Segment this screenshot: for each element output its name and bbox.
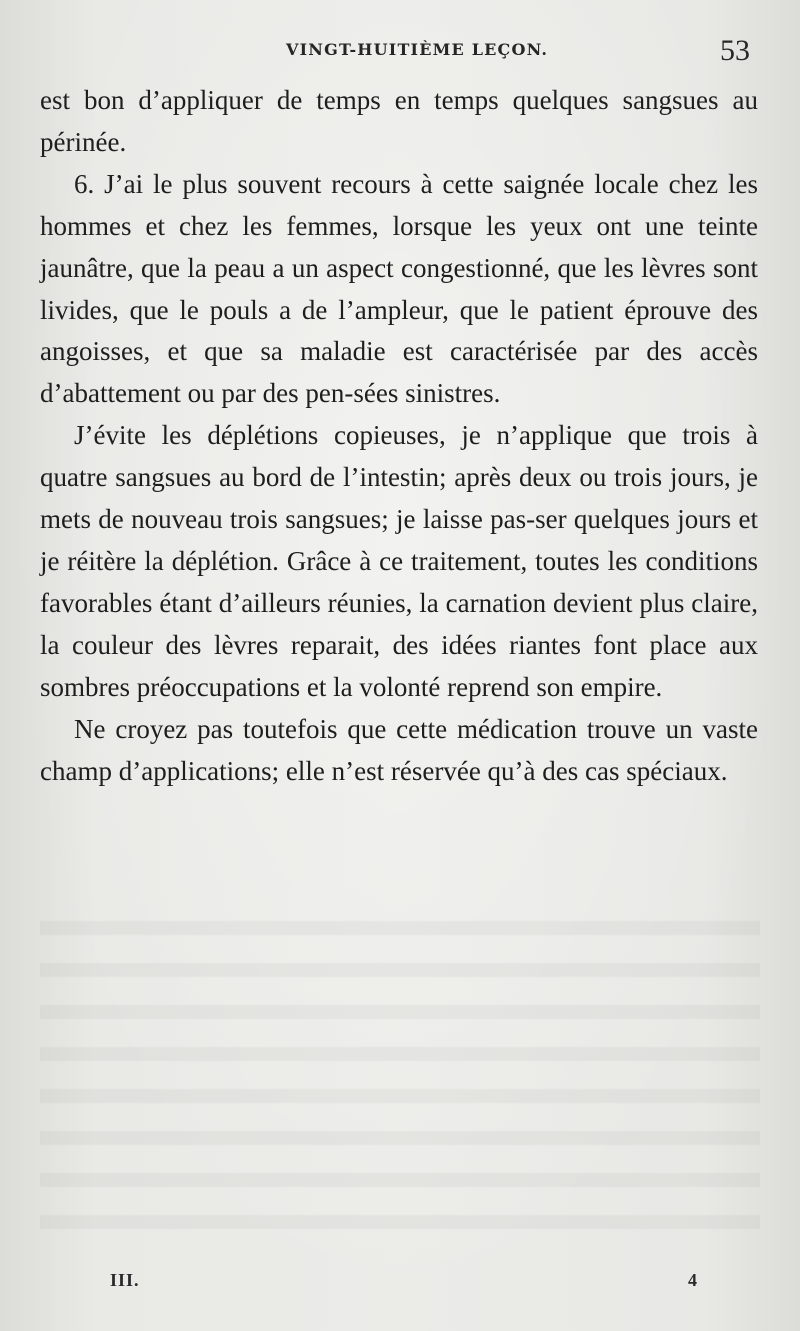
page-header: [0, 36, 800, 76]
paragraph-depletions: J’évite les déplétions copieuses, je n’applique que trois à quatre sangsues au bord de l’intestin; après deux ou trois jours, je mets de nouveau trois sangsues; je laisse pas-ser quelques jours et je réitère la déplétion. Grâce à ce traitement, toutes les conditions favorables étant d’ailleurs réunies, la carnation devient plus claire, la couleur des lèvres reparait, des idées riantes font place aux sombres préoccupations et la volonté reprend son empire.: [40, 420, 758, 702]
volume-mark: III.: [110, 1270, 140, 1290]
signature-mark: 4: [688, 1270, 697, 1290]
page-footer: [0, 1270, 800, 1310]
paragraph-conclusion: Ne croyez pas toutefois que cette médication trouve un vaste champ d’applications; elle n’est réservée qu’à des cas spéciaux.: [40, 713, 758, 786]
paragraph-continuation: est bon d’appliquer de temps en temps quelques sangsues au périnée.: [40, 85, 758, 157]
running-title: VINGT-HUITIÈME LEÇON.: [286, 40, 549, 59]
paragraph-item-6: 6. J’ai le plus souvent recours à cette saignée locale chez les hommes et chez les femmes, lorsque les yeux ont une teinte jaunâtre, que la peau a un aspect congestionné, que les lèvres sont livides, que le pouls a de l’ampleur, que le patient éprouve des angoisses, et que sa maladie est caractérisée par des accès d’abattement ou par des pen-sées sinistres.: [40, 168, 758, 409]
body-text: [40, 80, 758, 792]
page-number: 53: [720, 34, 750, 67]
show-through-texture: [40, 900, 760, 1230]
